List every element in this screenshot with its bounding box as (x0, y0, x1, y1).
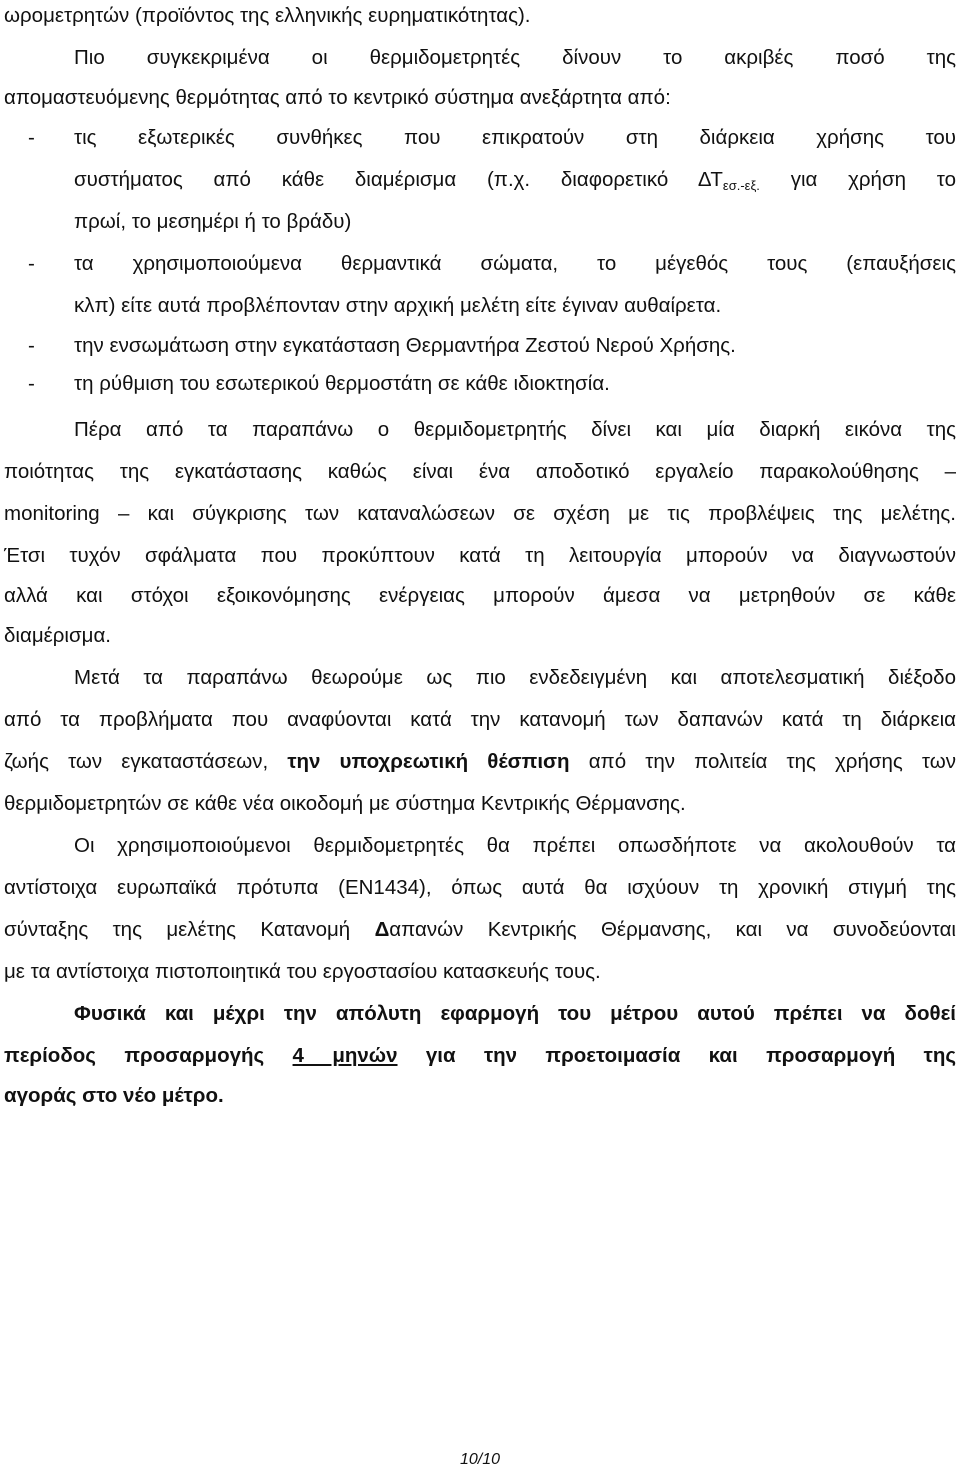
text-line: ωρομετρητών (προϊόντος της ελληνικής ευρηματικότητας). (4, 4, 531, 27)
bullet-text: τις εξωτερικές συνθήκες που επικρατούν στη διάρκεια χρήσης του (74, 126, 956, 149)
paragraph-line: σύνταξης της μελέτης Κατανομή Δαπανών Κεντρικής Θέρμανσης, και να συνοδεύονται (4, 918, 956, 941)
paragraph-line: Έτσι τυχόν σφάλματα που προκύπτουν κατά τη λειτουργία μπορούν να διαγνωστούν (4, 544, 956, 567)
bold-text: την υποχρεωτική θέσπιση (287, 750, 570, 773)
bold-paragraph-line: περίοδος προσαρμογής 4 μηνών για την προετοιμασία και προσαρμογή της (4, 1044, 957, 1067)
bullet-dash: - (28, 252, 35, 275)
text-line: απομαστευόμενης θερμότητας από το κεντρικό σύστημα ανεξάρτητα από: (4, 86, 671, 109)
bullet-text: πρωί, το μεσημέρι ή το βράδυ) (74, 210, 352, 233)
paragraph-line: monitoring – και σύγκρισης των καταναλώσεων σε σχέση με τις προβλέψεις της μελέτης. (4, 502, 956, 525)
bullet-text: συστήματος από κάθε διαμέρισμα (π.χ. διαφορετικό $\Delta T_{\varepsilon\sigma.-\varepsilon\xi.}$ για χρήση το (74, 168, 957, 193)
subscript: εσ.-εξ. (722, 178, 760, 193)
paragraph-line: με τα αντίστοιχα πιστοποιητικά του εργοστασίου κατασκευής τους. (4, 960, 601, 983)
underlined-text: 4 μηνών (292, 1044, 398, 1067)
bold-text: Δ (374, 918, 390, 941)
paragraph-line: αλλά και στόχοι εξοικονόμησης ενέργειας μπορούν άμεσα να μετρηθούν σε κάθε (4, 584, 956, 607)
bold-paragraph-line: αγοράς στο νέο μέτρο. (4, 1084, 224, 1107)
bullet-dash: - (28, 334, 35, 357)
bullet-dash: - (28, 372, 35, 395)
bold-paragraph-line: Φυσικά και μέχρι την απόλυτη εφαρμογή του μέτρου αυτού πρέπει να δοθεί (74, 1002, 956, 1025)
bullet-dash: - (28, 126, 35, 149)
paragraph-line: ποιότητας της εγκατάστασης καθώς είναι ένα αποδοτικό εργαλείο παρακολούθησης – (4, 460, 956, 483)
paragraph-line: διαμέρισμα. (4, 624, 111, 647)
paragraph-line: ζωής των εγκαταστάσεων, την υποχρεωτική θέσπιση από την πολιτεία της χρήσης των (4, 750, 956, 773)
paragraph-line: αντίστοιχα ευρωπαϊκά πρότυπα (EN1434), όπως αυτά θα ισχύουν τη χρονική στιγμή της (4, 876, 956, 899)
bullet-text: τα χρησιμοποιούμενα θερμαντικά σώματα, το μέγεθός τους (επαυξήσεις (74, 252, 956, 275)
bullet-text: τη ρύθμιση του εσωτερικού θερμοστάτη σε κάθε ιδιοκτησία. (74, 372, 610, 395)
paragraph-line: από τα προβλήματα που αναφύονται κατά την κατανομή των δαπανών κατά τη διάρκεια (4, 708, 956, 731)
page-number: 10/10 (459, 1451, 501, 1468)
paragraph-line: θερμιδομετρητών σε κάθε νέα οικοδομή με σύστημα Κεντρικής Θέρμανσης. (4, 792, 686, 815)
paragraph-line: Πέρα από τα παραπάνω ο θερμιδομετρητής δίνει και μία διαρκή εικόνα της (74, 418, 956, 441)
bullet-text: κλπ) είτε αυτά προβλέπονταν στην αρχική μελέτη είτε έγιναν αυθαίρετα. (74, 294, 722, 317)
paragraph-line: Οι χρησιμοποιούμενοι θερμιδομετρητές θα πρέπει οπωσδήποτε να ακολουθούν τα (74, 834, 956, 857)
paragraph-line: Μετά τα παραπάνω θεωρούμε ως πιο ενδεδειγμένη και αποτελεσματική διέξοδο (74, 666, 956, 689)
bullet-text: την ενσωμάτωση στην εγκατάσταση Θερμαντήρα Ζεστού Νερού Χρήσης. (74, 334, 736, 357)
paragraph-line: Πιο συγκεκριμένα οι θερμιδομετρητές δίνουν το ακριβές ποσό της (74, 46, 956, 69)
